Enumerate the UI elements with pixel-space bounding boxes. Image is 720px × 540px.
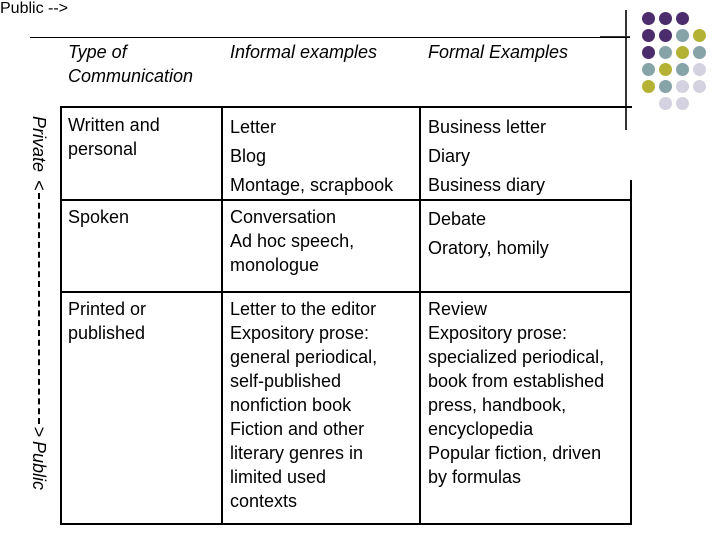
decor-dot (659, 12, 672, 25)
axis-dashes (38, 193, 40, 425)
decor-dot (642, 29, 655, 42)
decor-dot (676, 12, 689, 25)
decor-dot (676, 29, 689, 42)
decor-dot (642, 46, 655, 59)
header-informal: Informal examples (230, 42, 378, 62)
decor-dot (659, 80, 672, 93)
header-formal: Formal Examples (428, 42, 569, 62)
header-top-line (30, 37, 630, 38)
row-spoken-informal: Conversation Ad hoc speech, monologue (230, 207, 355, 275)
row-written-formal: Business letter Diary Business diary (428, 117, 547, 195)
decor-dot (676, 46, 689, 59)
decor-dot (659, 63, 672, 76)
axis-end-arrow: > (29, 426, 49, 437)
privacy-axis (27, 116, 51, 490)
decor-dot (642, 12, 655, 25)
decor-dot (659, 97, 672, 110)
decor-dot (676, 97, 689, 110)
decor-dot (693, 29, 706, 42)
axis-start-arrow: < (29, 180, 49, 191)
table-border-right (630, 180, 632, 525)
decor-dot (659, 29, 672, 42)
row-spoken-type: Spoken (68, 207, 130, 227)
private-label: Private (29, 116, 49, 173)
decor-dot (676, 80, 689, 93)
row-printed-informal: Letter to the editor Expository prose: general periodical, self-published nonfiction book Fiction and other literary genres in limited used contexts (230, 299, 378, 511)
decor-dot (693, 46, 706, 59)
header-type: Type of Communication (68, 42, 194, 86)
decor-dot (642, 80, 655, 93)
decor-dot (693, 80, 706, 93)
decor-dot (659, 46, 672, 59)
table-border-left (60, 106, 62, 525)
row-printed-type: Printed or published (68, 299, 147, 343)
column-divider (419, 106, 421, 525)
row-written-type: Written and personal (68, 115, 160, 159)
decor-vertical-line (625, 10, 627, 130)
row-written-informal: Letter Blog Montage, scrapbook (230, 117, 394, 195)
public-label: Public (29, 440, 49, 490)
row-divider (60, 291, 632, 293)
table-border-bottom (60, 523, 632, 525)
table-border-top (60, 106, 632, 108)
row-spoken-formal: Debate Oratory, homily (428, 209, 549, 258)
column-divider (221, 106, 223, 525)
decor-dot (693, 63, 706, 76)
decor-dot (676, 63, 689, 76)
row-printed-formal: Review Expository prose: specialized periodical, book from established press, handbook, encyclopedia Popular fiction, driven by formulas (428, 299, 605, 487)
decor-dot (642, 63, 655, 76)
